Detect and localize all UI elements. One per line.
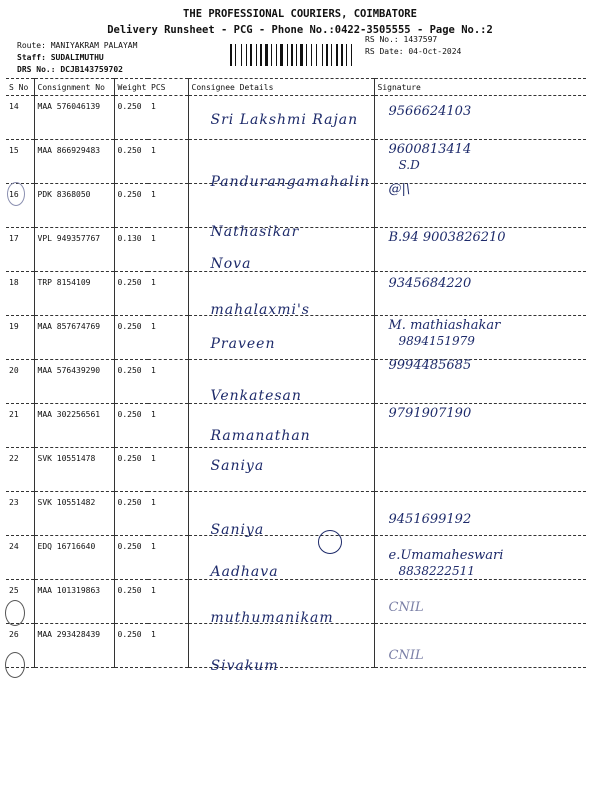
handwritten-signature-line2: 8838222511 [398, 564, 475, 578]
row-signature [374, 272, 586, 316]
table-row [6, 404, 586, 448]
row-signature [374, 96, 586, 140]
row-sno: 20 [6, 360, 34, 404]
runsheet-subtitle: Delivery Runsheet - PCG - Phone No.:0422-3505555 - Page No.:2 [107, 24, 493, 36]
table-row [6, 228, 586, 272]
row-signature [374, 316, 586, 360]
row-pcs: 1 [148, 404, 188, 448]
row-weight: 0.250 [114, 184, 148, 228]
row-weight: 0.250 [114, 96, 148, 140]
row-weight: 0.250 [114, 448, 148, 492]
row-weight: 0.130 [114, 228, 148, 272]
row-weight: 0.250 [114, 404, 148, 448]
handwritten-consignee: Sivakum [210, 658, 279, 674]
row-pcs: 1 [148, 492, 188, 536]
row-consignee [188, 580, 374, 624]
table-row [6, 580, 586, 624]
handwritten-signature: 9994485685 [388, 358, 472, 373]
row-weight: 0.250 [114, 316, 148, 360]
handwritten-consignee: mahalaxmi's [210, 302, 310, 318]
circle-mark-26 [5, 652, 25, 678]
row-pcs: 1 [148, 448, 188, 492]
table-row [6, 360, 586, 404]
rs-date: RS Date: 04-Oct-2024 [365, 47, 462, 56]
circle-mark-16 [7, 182, 25, 206]
handwritten-consignee: Pandurangamahalin [210, 174, 370, 190]
row-sno: 22 [6, 448, 34, 492]
handwritten-consignee: Praveen [210, 336, 276, 352]
row-sno: 17 [6, 228, 34, 272]
row-consignee [188, 272, 374, 316]
handwritten-consignee: Ramanathan [210, 428, 311, 444]
handwritten-signature: 9345684220 [388, 276, 472, 291]
handwritten-signature: e.Umamaheswari [388, 548, 504, 563]
route-label: Route: MANIYAKRAM PALAYAM [17, 41, 138, 50]
row-sno: 23 [6, 492, 34, 536]
row-signature [374, 140, 586, 184]
row-consignment: SVK 10551482 [34, 492, 114, 536]
row-weight: 0.250 [114, 140, 148, 184]
table-row [6, 448, 586, 492]
row-sno: 19 [6, 316, 34, 360]
table-row [6, 536, 586, 580]
row-sno: 18 [6, 272, 34, 316]
runsheet-table [6, 78, 586, 674]
handwritten-consignee: Saniya [210, 458, 265, 474]
row-sno: 24 [6, 536, 34, 580]
row-consignee [188, 184, 374, 240]
rs-number: RS No.: 1437597 [365, 35, 438, 44]
row-pcs: 1 [148, 316, 188, 360]
row-pcs: 1 [148, 580, 188, 624]
row-pcs: 1 [148, 272, 188, 316]
row-consignee [188, 228, 374, 272]
table-row [6, 184, 586, 228]
row-consignee [188, 140, 374, 190]
row-consignment: MAA 101319863 [34, 580, 114, 624]
row-pcs: 1 [148, 536, 188, 580]
row-consignment: TRP 8154109 [34, 272, 114, 316]
handwritten-signature: B.94 9003826210 [388, 230, 506, 245]
row-pcs: 1 [148, 96, 188, 140]
row-weight: 0.250 [114, 624, 148, 668]
row-consignment: VPL 949357767 [34, 228, 114, 272]
row-signature [374, 492, 586, 536]
row-signature [374, 404, 586, 448]
row-signature [374, 228, 586, 272]
table-row [6, 492, 586, 536]
row-consignee [188, 492, 374, 536]
handwritten-signature: 9791907190 [388, 406, 472, 421]
row-weight: 0.250 [114, 360, 148, 404]
row-consignment: MAA 857674769 [34, 316, 114, 360]
row-consignment: MAA 576439290 [34, 360, 114, 404]
handwritten-consignee: Sri Lakshmi Rajan [210, 112, 359, 128]
col-consignee: Consignee Details [188, 79, 374, 96]
row-pcs: 1 [148, 624, 188, 668]
row-consignee [188, 96, 374, 140]
company-title: THE PROFESSIONAL COURIERS, COIMBATORE [183, 8, 417, 20]
row-sno: 14 [6, 96, 34, 140]
row-consignment: MAA 293428439 [34, 624, 114, 668]
row-consignee [188, 316, 374, 360]
handwritten-signature: 9566624103 [388, 104, 472, 119]
row-sno: 25 [6, 580, 34, 624]
row-signature [374, 184, 586, 228]
handwritten-signature: M. mathiashakar [388, 318, 501, 333]
row-sno: 16 [6, 184, 34, 228]
col-pcs: PCS [148, 79, 188, 96]
row-consignment: MAA 576046139 [34, 96, 114, 140]
col-sno: S No [6, 79, 34, 96]
handwritten-signature: @|\ [388, 182, 411, 197]
handwritten-signature: 9600813414 [388, 142, 472, 157]
table-row [6, 272, 586, 316]
circle-mark-23 [318, 530, 342, 554]
barcode-image [230, 44, 355, 66]
row-consignee [188, 360, 374, 404]
handwritten-consignee: Aadhava [210, 564, 279, 580]
row-weight: 0.250 [114, 272, 148, 316]
row-pcs: 1 [148, 228, 188, 272]
col-weight: Weight [114, 79, 148, 96]
row-sno: 21 [6, 404, 34, 448]
row-consignee [188, 624, 374, 674]
handwritten-signature-line2: S.D [398, 158, 420, 172]
table-row [6, 140, 586, 184]
row-pcs: 1 [148, 360, 188, 404]
handwritten-consignee: Nathasikar [210, 224, 300, 240]
row-consignment: MAA 302256561 [34, 404, 114, 448]
handwritten-signature: CNIL [388, 600, 424, 615]
row-pcs: 1 [148, 184, 188, 228]
row-consignment: EDQ 16716640 [34, 536, 114, 580]
table-row [6, 316, 586, 360]
row-consignment: SVK 10551478 [34, 448, 114, 492]
col-signature: Signature [374, 79, 586, 96]
table-row [6, 96, 586, 140]
col-consignment: Consignment No [34, 79, 114, 96]
row-sno: 26 [6, 624, 34, 668]
handwritten-consignee: Venkatesan [210, 388, 302, 404]
staff-label: Staff: SUDALIMUTHU [17, 53, 104, 62]
drs-number: DRS No.: DCJB143759702 [17, 65, 123, 74]
row-signature [374, 624, 586, 668]
row-consignee [188, 448, 374, 492]
row-signature [374, 580, 586, 624]
row-pcs: 1 [148, 140, 188, 184]
circle-mark-25 [5, 600, 25, 626]
row-consignment: MAA 866929483 [34, 140, 114, 184]
row-consignee [188, 536, 374, 580]
handwritten-signature-line2: 9894151979 [398, 334, 475, 348]
row-sno: 15 [6, 140, 34, 184]
handwritten-consignee: Nova [210, 256, 252, 272]
row-weight: 0.250 [114, 492, 148, 536]
row-consignment: PDK 8368050 [34, 184, 114, 228]
row-weight: 0.250 [114, 536, 148, 580]
table-row [6, 624, 586, 668]
row-weight: 0.250 [114, 580, 148, 624]
handwritten-consignee: muthumanikam [210, 610, 334, 626]
row-signature [374, 536, 586, 580]
handwritten-consignee: Saniya [210, 522, 265, 538]
handwritten-signature: CNIL [388, 648, 424, 663]
table-header-row [6, 79, 586, 96]
handwritten-signature: 9451699192 [388, 512, 472, 527]
row-signature [374, 448, 586, 492]
row-signature [374, 360, 586, 404]
row-consignee [188, 404, 374, 448]
